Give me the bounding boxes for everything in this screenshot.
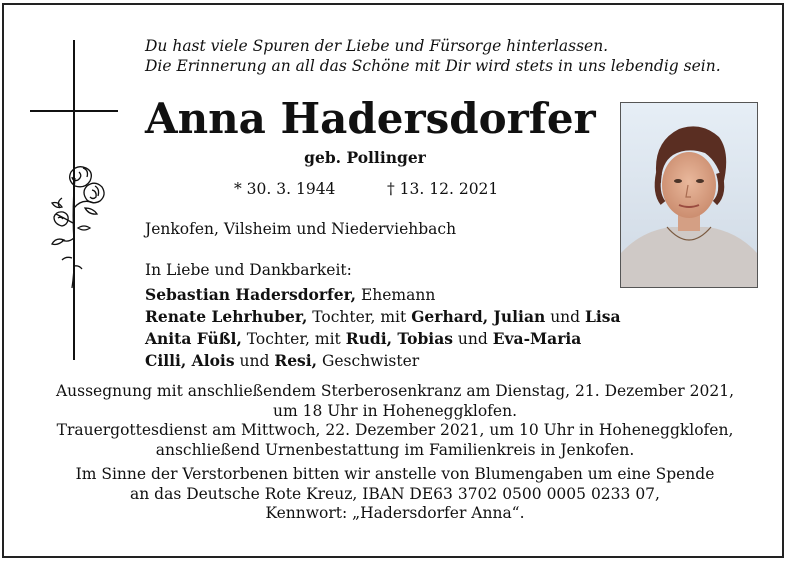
roses-icon (42, 148, 112, 293)
mourner-relation: Tochter, mit (241, 330, 346, 348)
donation-line-3: Kennwort: „Hadersdorfer Anna“. (265, 504, 525, 522)
birth-date: * 30. 3. 1944 (234, 180, 336, 198)
mourners-intro: In Liebe und Dankbarkeit: (145, 261, 352, 279)
funeral-line-1: Aussegnung mit anschließendem Sterberosenkranz am Dienstag, 21. Dezember 2021, (55, 382, 735, 400)
funeral-information (10, 382, 780, 524)
birth-name: geb. Pollinger (304, 148, 426, 167)
mourner-name: Anita Füßl, (145, 329, 242, 348)
donation-line-2: an das Deutsche Rote Kreuz, IBAN DE63 3702 0500 0005 0233 07, (130, 484, 660, 503)
cross-icon-horizontal (30, 110, 118, 112)
quote-line-2: Die Erinnerung an all das Schöne mit Dir wird stets in uns lebendig sein. (145, 57, 721, 75)
mourner-name: Sebastian Hadersdorfer, (145, 285, 357, 304)
mourner-relation: und (452, 330, 493, 348)
service-line-1: Trauergottesdienst am Mittwoch, 22. Dezember 2021, um 10 Uhr in Hoheneggklofen, (56, 421, 734, 439)
funeral-line-2: um 18 Uhr in Hoheneggklofen. (272, 401, 517, 420)
mourner-relation: und (545, 308, 586, 326)
mourner-name: Cilli, Alois (145, 351, 235, 370)
mourner-name: Rudi, Tobias (345, 329, 453, 348)
mourner-line (145, 350, 621, 372)
mourner-relation: und (234, 352, 275, 370)
mourner-name: Eva-Maria (492, 329, 582, 348)
funeral-details (10, 382, 780, 460)
service-line-2: anschließend Urnenbestattung im Familienkreis in Jenkofen. (155, 440, 635, 459)
mourner-name: Renate Lehrhuber, (145, 307, 308, 326)
donation-request (10, 465, 780, 524)
mourner-line (145, 328, 621, 350)
mourner-line (145, 306, 621, 328)
mourner-relation: Ehemann (356, 286, 436, 304)
mourner-line (145, 284, 621, 306)
donation-line-1: Im Sinne der Verstorbenen bitten wir anstelle von Blumengaben um eine Spende (75, 465, 715, 483)
mourner-relation: Tochter, mit (307, 308, 412, 326)
mourner-name: Resi, (274, 351, 318, 370)
quote-line-1: Du hast viele Spuren der Liebe und Fürsorge hinterlassen. (145, 37, 609, 55)
residence-places: Jenkofen, Vilsheim und Niederviehbach (145, 220, 457, 238)
mourners-list (145, 284, 621, 372)
memorial-quote (145, 36, 721, 76)
deceased-name: Anna Hadersdorfer (145, 94, 596, 143)
mourner-name: Gerhard, Julian (411, 307, 546, 326)
mourner-name: Lisa (585, 307, 621, 326)
mourner-relation: Geschwister (317, 352, 420, 370)
portrait-image (621, 103, 757, 287)
death-date: † 13. 12. 2021 (387, 180, 499, 198)
portrait-photo (620, 102, 758, 288)
